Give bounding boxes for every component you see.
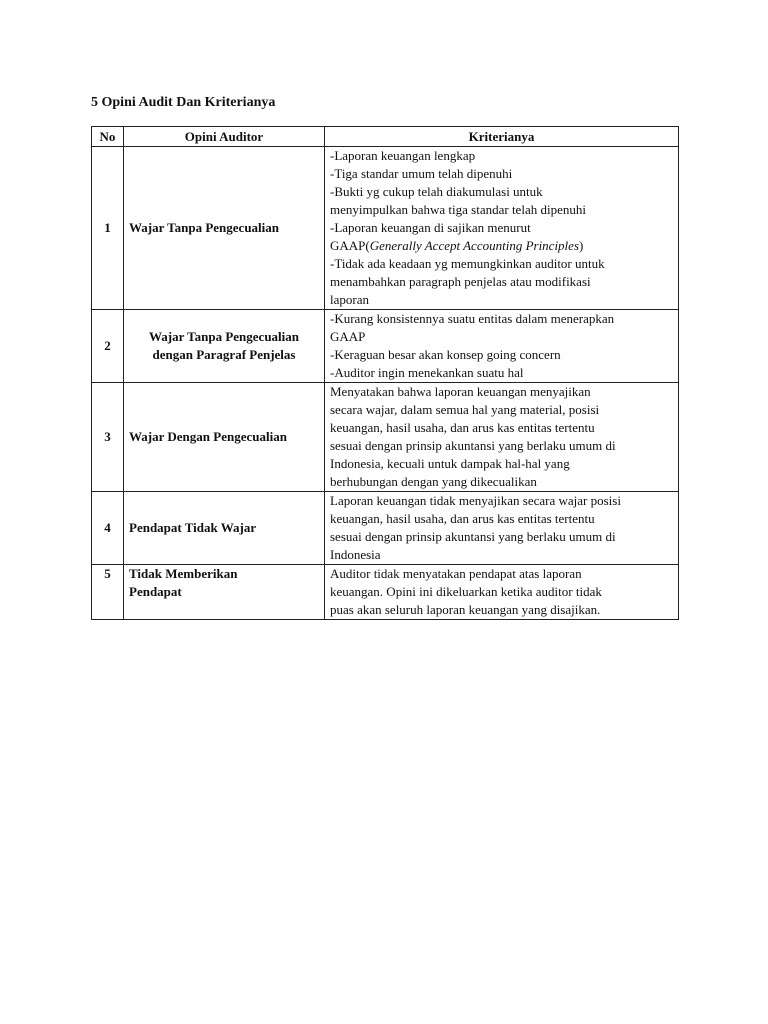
criteria-line: menyimpulkan bahwa tiga standar telah dipenuhi (330, 202, 586, 217)
criteria-line: -Auditor ingin menekankan suatu hal (330, 365, 524, 380)
table-row (92, 310, 679, 383)
opinion-name (124, 565, 325, 620)
criteria-line-gaap (330, 237, 673, 255)
criteria-line: puas akan seluruh laporan keuangan yang disajikan. (330, 602, 601, 617)
criteria-line: -Laporan keuangan lengkap (330, 148, 476, 163)
opinion-name-line: dengan Paragraf Penjelas (152, 347, 296, 362)
audit-opinion-table (91, 126, 679, 620)
row-number: 3 (92, 383, 124, 492)
criteria-line: Indonesia, kecuali untuk dampak hal-hal yang (330, 456, 570, 471)
row-number: 2 (92, 310, 124, 383)
criteria-line: sesuai dengan prinsip akuntansi yang berlaku umum di (330, 438, 616, 453)
criteria-line: -Tiga standar umum telah dipenuhi (330, 166, 513, 181)
criteria-line: Auditor tidak menyatakan pendapat atas laporan (330, 566, 582, 581)
opinion-name: Wajar Dengan Pengecualian (124, 383, 325, 492)
header-no: No (92, 127, 124, 147)
criteria-line: keuangan. Opini ini dikeluarkan ketika auditor tidak (330, 584, 602, 599)
opinion-name-line: Tidak Memberikan (129, 566, 238, 581)
document-title: 5 Opini Audit Dan Kriterianya (91, 95, 276, 110)
opinion-name (124, 310, 325, 383)
criteria-line: berhubungan dengan yang dikecualikan (330, 474, 537, 489)
criteria-cell (325, 310, 679, 383)
criteria-line: GAAP (330, 329, 366, 344)
criteria-line: -Tidak ada keadaan yg memungkinkan auditor untuk (330, 256, 605, 271)
opinion-name: Wajar Tanpa Pengecualian (124, 147, 325, 310)
criteria-line: -Bukti yg cukup telah diakumulasi untuk (330, 184, 543, 199)
table-row (92, 565, 679, 620)
table-row (92, 147, 679, 310)
gaap-suffix: ) (579, 238, 584, 253)
header-opini-auditor: Opini Auditor (124, 127, 325, 147)
opinion-name-line: Pendapat (129, 584, 182, 599)
gaap-expansion: Generally Accept Accounting Principles (369, 238, 579, 253)
row-number: 4 (92, 492, 124, 565)
criteria-line: Menyatakan bahwa laporan keuangan menyajikan (330, 384, 591, 399)
table-row (92, 383, 679, 492)
criteria-line: -Keraguan besar akan konsep going concern (330, 347, 561, 362)
criteria-line: sesuai dengan prinsip akuntansi yang berlaku umum di (330, 529, 616, 544)
opinion-name-line: Wajar Tanpa Pengecualian (148, 329, 299, 344)
criteria-line: -Kurang konsistennya suatu entitas dalam menerapkan (330, 311, 615, 326)
table-header-row (92, 127, 679, 147)
criteria-line: -Laporan keuangan di sajikan menurut (330, 220, 531, 235)
row-number: 5 (92, 565, 124, 620)
criteria-line: Laporan keuangan tidak menyajikan secara wajar posisi (330, 493, 621, 508)
header-kriterianya: Kriterianya (325, 127, 679, 147)
criteria-line: keuangan, hasil usaha, dan arus kas entitas tertentu (330, 511, 595, 526)
opinion-name: Pendapat Tidak Wajar (124, 492, 325, 565)
criteria-cell (325, 492, 679, 565)
criteria-cell (325, 383, 679, 492)
criteria-line: secara wajar, dalam semua hal yang material, posisi (330, 402, 600, 417)
criteria-line: menambahkan paragraph penjelas atau modifikasi (330, 274, 591, 289)
row-number: 1 (92, 147, 124, 310)
criteria-cell (325, 565, 679, 620)
table-row (92, 492, 679, 565)
criteria-line: laporan (330, 292, 369, 307)
gaap-prefix: GAAP( (330, 238, 370, 253)
criteria-line: keuangan, hasil usaha, dan arus kas entitas tertentu (330, 420, 595, 435)
criteria-cell (325, 147, 679, 310)
criteria-line: Indonesia (330, 547, 381, 562)
